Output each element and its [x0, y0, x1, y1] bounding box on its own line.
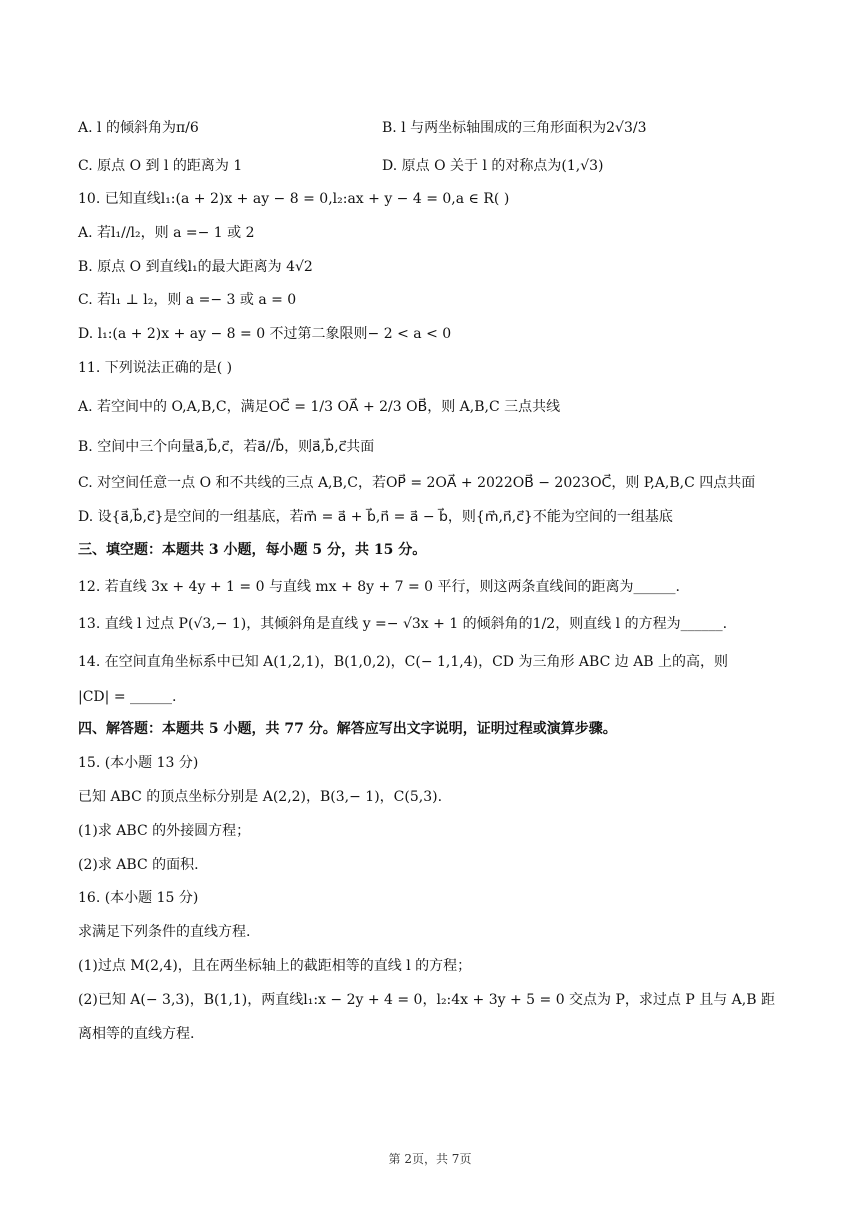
q11-option-d: D. 设{a⃗,b⃗,c⃗}是空间的一组基底，若m⃗ = a⃗ + b⃗,n⃗ = a⃗ − b⃗，则{m⃗,n⃗,c⃗}不能为空间的一组基底	[78, 509, 673, 525]
q14-line-1: 14. 在空间直角坐标系中已知 A(1,2,1)，B(1,0,2)，C(− 1,1,4)，CD 为三角形 ABC 边 AB 上的高，则	[78, 654, 729, 670]
q10-option-d: D. l₁:(a + 2)x + ay − 8 = 0 不过第二象限则− 2 < a < 0	[78, 326, 452, 342]
q16-part-2-line-1: (2)已知 A(− 3,3)，B(1,1)，两直线l₁:x − 2y + 4 = 0，l₂:4x + 3y + 5 = 0 交点为 P，求过点 P 且与 A,B 距	[78, 992, 775, 1008]
q9-option-b: B. l 与两坐标轴围成的三角形面积为2√3/3	[382, 120, 647, 136]
q15-part-1: (1)求 ABC 的外接圆方程；	[78, 823, 251, 839]
q9-option-a: A. l 的倾斜角为π/6	[78, 120, 199, 136]
q12: 12. 若直线 3x + 4y + 1 = 0 与直线 mx + 8y + 7 = 0 平行，则这两条直线间的距离为______.	[78, 579, 680, 595]
q15-part-2: (2)求 ABC 的面积.	[78, 857, 199, 873]
q11-option-b: B. 空间中三个向量a⃗,b⃗,c⃗，若a⃗//b⃗，则a⃗,b⃗,c⃗共面	[78, 439, 375, 455]
q10-option-c: C. 若l₁ ⊥ l₂，则 a =− 3 或 a = 0	[78, 292, 297, 308]
section-4-heading: 四、解答题：本题共 5 小题，共 77 分。解答应写出文字说明，证明过程或演算步骤。	[78, 721, 617, 737]
q11-option-a: A. 若空间中的 O,A,B,C，满足OC⃗ = 1/3 OA⃗ + 2/3 OB⃗，则 A,B,C 三点共线	[78, 399, 561, 415]
q11-stem: 11. 下列说法正确的是( )	[78, 360, 233, 376]
q15-header: 15. (本小题 13 分)	[78, 755, 199, 771]
q10-stem: 10. 已知直线l₁:(a + 2)x + ay − 8 = 0,l₂:ax + y − 4 = 0,a ∈ R( )	[78, 191, 510, 207]
q9-option-c: C. 原点 O 到 l 的距离为 1	[78, 158, 243, 174]
q11-option-c: C. 对空间任意一点 O 和不共线的三点 A,B,C，若OP⃗ = 2OA⃗ + 2022OB⃗ − 2023OC⃗，则 P,A,B,C 四点共面	[78, 475, 756, 491]
q9-option-d: D. 原点 O 关于 l 的对称点为(1,√3)	[382, 158, 604, 174]
q13: 13. 直线 l 过点 P(√3,− 1)，其倾斜角是直线 y =− √3x + 1 的倾斜角的1/2，则直线 l 的方程为______.	[78, 616, 728, 632]
q16-part-1: (1)过点 M(2,4)，且在两坐标轴上的截距相等的直线 l 的方程；	[78, 958, 472, 974]
q15-stem: 已知 ABC 的顶点坐标分别是 A(2,2)，B(3,− 1)，C(5,3).	[78, 789, 443, 805]
q16-header: 16. (本小题 15 分)	[78, 890, 199, 906]
page-footer: 第 2页，共 7页	[388, 1152, 472, 1166]
q16-part-2-line-2: 离相等的直线方程.	[78, 1026, 195, 1042]
q16-stem: 求满足下列条件的直线方程.	[78, 924, 251, 940]
q10-option-a: A. 若l₁//l₂，则 a =− 1 或 2	[78, 225, 255, 241]
section-3-heading: 三、填空题：本题共 3 小题，每小题 5 分，共 15 分。	[78, 542, 427, 558]
q14-line-2: |CD| = ______.	[78, 689, 177, 705]
q10-option-b: B. 原点 O 到直线l₁的最大距离为 4√2	[78, 259, 313, 275]
